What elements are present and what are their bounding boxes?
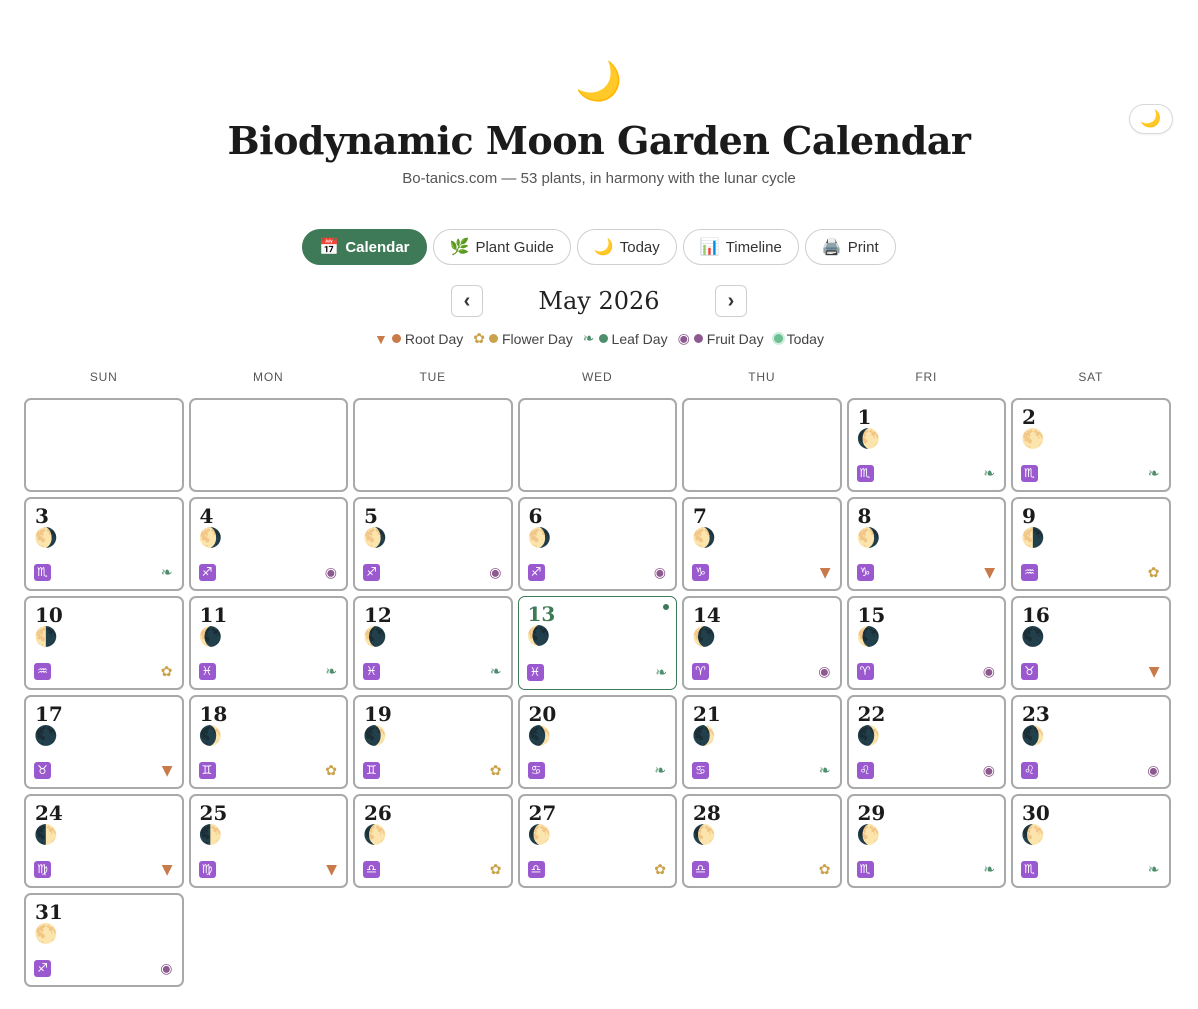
moon-phase-icon: 🌖 bbox=[363, 528, 387, 549]
nav-label: Calendar bbox=[345, 238, 410, 256]
day-cell[interactable] bbox=[353, 497, 513, 591]
leaf-day-icon: ❧ bbox=[325, 664, 337, 680]
legend-label: Fruit Day bbox=[706, 330, 764, 347]
day-number: 28 bbox=[693, 801, 721, 825]
moon-phase-icon: 🌖 bbox=[527, 528, 552, 549]
zodiac-sign-icon: ♓ bbox=[363, 663, 380, 680]
zodiac-sign-icon: ♏ bbox=[1021, 465, 1038, 482]
moon-phase-icon: 🌖 bbox=[692, 528, 716, 549]
fruit-day-icon: ◉ bbox=[653, 565, 666, 581]
weekday-label: WED bbox=[582, 370, 613, 384]
day-number: 7 bbox=[693, 504, 707, 528]
moon-phase-icon: 🌘 bbox=[856, 627, 881, 648]
day-number: 12 bbox=[364, 603, 392, 627]
moon-phase-icon: 🌔 bbox=[363, 825, 387, 846]
leaf-day-icon: ❧ bbox=[818, 763, 831, 779]
day-cell[interactable] bbox=[24, 596, 184, 690]
day-cell[interactable] bbox=[682, 794, 842, 888]
moon-phase-icon: 🌖 bbox=[198, 528, 223, 549]
moon-phase-icon: 🌓 bbox=[34, 825, 58, 846]
moon-phase-icon: 🌑 bbox=[1021, 627, 1045, 648]
day-number: 21 bbox=[693, 702, 721, 726]
zodiac-sign-icon: ♐ bbox=[34, 960, 51, 977]
flower-dot bbox=[489, 334, 498, 343]
calendar-grid bbox=[24, 398, 1174, 987]
moon-phase-icon: 🌗 bbox=[1021, 528, 1045, 549]
today-dot bbox=[774, 334, 783, 343]
weekday-header bbox=[24, 370, 1174, 388]
fruit-day-icon: ◉ bbox=[324, 565, 337, 581]
zodiac-sign-icon: ♊ bbox=[199, 762, 216, 779]
zodiac-sign-icon: ♓ bbox=[527, 664, 544, 681]
legend-flower bbox=[473, 330, 573, 347]
zodiac-sign-icon: ♈ bbox=[692, 663, 709, 680]
month-title: May 2026 bbox=[538, 287, 660, 315]
day-cell[interactable] bbox=[24, 893, 184, 987]
day-cell[interactable] bbox=[189, 497, 349, 591]
day-cell[interactable] bbox=[847, 596, 1007, 690]
day-number: 6 bbox=[528, 504, 543, 528]
zodiac-sign-icon: ♌ bbox=[857, 762, 874, 779]
moon-phase-icon: 🌒 bbox=[1021, 726, 1045, 747]
moon-phase-icon: 🌘 bbox=[692, 627, 716, 648]
printer-icon: 🖨️ bbox=[821, 239, 842, 256]
zodiac-sign-icon: ♏ bbox=[857, 465, 874, 482]
moon-phase-icon: 🌖 bbox=[856, 528, 881, 549]
empty-day-cell bbox=[682, 398, 842, 492]
empty-day-cell bbox=[24, 398, 184, 492]
fruit-day-icon: ◉ bbox=[489, 565, 502, 581]
empty-day-cell bbox=[518, 398, 678, 492]
leaf-day-icon: ❧ bbox=[654, 763, 666, 779]
prev-month-button[interactable] bbox=[451, 285, 483, 317]
moon-phase-icon: 🌒 bbox=[198, 726, 223, 747]
zodiac-sign-icon: ♓ bbox=[199, 663, 216, 680]
moon-phase-icon: 🌓 bbox=[198, 825, 223, 846]
day-number: 19 bbox=[364, 702, 392, 726]
empty-day-cell bbox=[189, 398, 349, 492]
day-number: 3 bbox=[35, 504, 49, 528]
day-number: 1 bbox=[857, 405, 872, 429]
flower-icon: ✿ bbox=[473, 330, 485, 346]
flower-day-icon: ✿ bbox=[489, 862, 502, 878]
moon-icon: 🌙 bbox=[1140, 109, 1162, 128]
legend-label: Leaf Day bbox=[611, 330, 668, 347]
day-cell[interactable] bbox=[682, 497, 842, 591]
flower-day-icon: ✿ bbox=[818, 862, 831, 878]
day-cell[interactable] bbox=[1011, 398, 1171, 492]
day-cell[interactable] bbox=[682, 596, 842, 690]
page-title: Biodynamic Moon Garden Calendar bbox=[227, 118, 971, 163]
zodiac-sign-icon: ♉ bbox=[34, 762, 51, 779]
empty-day-cell bbox=[353, 398, 513, 492]
day-number: 24 bbox=[35, 801, 63, 825]
nav-label: Timeline bbox=[725, 238, 782, 256]
flower-day-icon: ✿ bbox=[489, 763, 502, 779]
weekday-label: MON bbox=[253, 370, 284, 384]
zodiac-sign-icon: ♏ bbox=[1021, 861, 1038, 878]
zodiac-sign-icon: ♐ bbox=[199, 564, 216, 581]
root-icon: ▼ bbox=[374, 330, 388, 347]
day-number: 16 bbox=[1022, 603, 1050, 627]
root-day-icon: ▼ bbox=[161, 862, 173, 878]
moon-phase-icon: 🌕 bbox=[34, 924, 58, 945]
leaf-day-icon: ❧ bbox=[983, 466, 995, 482]
day-cell[interactable] bbox=[1011, 497, 1171, 591]
moon-phase-icon: 🌘 bbox=[363, 627, 387, 648]
chevron-left-icon: ‹ bbox=[463, 289, 471, 312]
herb-icon: 🌿 bbox=[449, 239, 470, 256]
root-dot bbox=[392, 334, 401, 343]
zodiac-sign-icon: ♏ bbox=[34, 564, 51, 581]
zodiac-sign-icon: ♎ bbox=[528, 861, 545, 878]
root-day-icon: ▼ bbox=[1148, 664, 1160, 680]
fruit-dot bbox=[694, 334, 703, 343]
weekday-label: TUE bbox=[419, 370, 446, 384]
moon-phase-icon: 🌒 bbox=[856, 726, 881, 747]
main-nav bbox=[0, 229, 1198, 265]
day-number: 23 bbox=[1022, 702, 1050, 726]
root-day-icon: ▼ bbox=[819, 565, 831, 581]
zodiac-sign-icon: ♍ bbox=[199, 861, 216, 878]
zodiac-sign-icon: ♍ bbox=[34, 861, 51, 878]
calendar-icon: 📅 bbox=[319, 239, 340, 256]
zodiac-sign-icon: ♒ bbox=[1021, 564, 1038, 581]
day-cell[interactable] bbox=[1011, 695, 1171, 789]
moon-phase-icon: 🌔 bbox=[856, 825, 881, 846]
zodiac-sign-icon: ♑ bbox=[692, 564, 709, 581]
page-header bbox=[0, 60, 1198, 187]
nav-today-button[interactable] bbox=[577, 229, 677, 265]
fruit-day-icon: ◉ bbox=[160, 961, 173, 977]
moon-phase-icon: 🌖 bbox=[34, 528, 58, 549]
day-number: 30 bbox=[1022, 801, 1050, 825]
nav-label: Today bbox=[619, 238, 660, 256]
legend-fruit bbox=[678, 330, 764, 347]
day-number: 15 bbox=[857, 603, 886, 627]
nav-timeline-button[interactable] bbox=[683, 229, 799, 265]
moon-phase-icon: 🌘 bbox=[526, 626, 551, 647]
zodiac-sign-icon: ♋ bbox=[528, 762, 545, 779]
root-day-icon: ▼ bbox=[326, 862, 337, 878]
day-number: 5 bbox=[364, 504, 378, 528]
day-number: 20 bbox=[528, 702, 557, 726]
day-cell[interactable] bbox=[189, 794, 349, 888]
day-number: 2 bbox=[1022, 405, 1036, 429]
day-number: 22 bbox=[857, 702, 886, 726]
zodiac-sign-icon: ♈ bbox=[857, 663, 874, 680]
bar-chart-icon: 📊 bbox=[699, 239, 720, 256]
flower-day-icon: ✿ bbox=[160, 664, 173, 680]
day-cell[interactable] bbox=[682, 695, 842, 789]
fruit-day-icon: ◉ bbox=[982, 664, 995, 680]
day-number: 18 bbox=[199, 702, 228, 726]
day-number: 26 bbox=[364, 801, 392, 825]
day-cell[interactable] bbox=[518, 497, 678, 591]
day-number: 10 bbox=[35, 603, 63, 627]
leaf-dot bbox=[599, 334, 608, 343]
legend bbox=[0, 330, 1198, 347]
day-cell[interactable] bbox=[24, 794, 184, 888]
flower-day-icon: ✿ bbox=[325, 763, 337, 779]
chevron-right-icon: › bbox=[727, 289, 735, 312]
zodiac-sign-icon: ♊ bbox=[363, 762, 380, 779]
zodiac-sign-icon: ♐ bbox=[363, 564, 380, 581]
moon-phase-icon: 🌑 bbox=[34, 726, 58, 747]
day-cell-today[interactable] bbox=[518, 596, 678, 690]
legend-root bbox=[374, 330, 463, 347]
leaf-day-icon: ❧ bbox=[160, 565, 173, 581]
next-month-button[interactable] bbox=[715, 285, 747, 317]
zodiac-sign-icon: ♐ bbox=[528, 564, 545, 581]
day-number: 11 bbox=[199, 603, 228, 627]
zodiac-sign-icon: ♋ bbox=[692, 762, 709, 779]
fruit-day-icon: ◉ bbox=[982, 763, 995, 779]
day-number: 29 bbox=[857, 801, 886, 825]
moon-phase-icon: 🌗 bbox=[34, 627, 58, 648]
moon-phase-icon: 🌒 bbox=[692, 726, 716, 747]
moon-phase-icon: 🌒 bbox=[527, 726, 552, 747]
moon-phase-icon: 🌔 bbox=[692, 825, 716, 846]
page-subtitle: Bo-tanics.com — 53 plants, in harmony with the lunar cycle bbox=[402, 170, 796, 187]
weekday-label: FRI bbox=[915, 370, 938, 384]
fruit-day-icon: ◉ bbox=[1147, 763, 1160, 779]
day-cell[interactable] bbox=[24, 695, 184, 789]
zodiac-sign-icon: ♎ bbox=[363, 861, 380, 878]
fruit-day-icon: ◉ bbox=[818, 664, 831, 680]
flower-day-icon: ✿ bbox=[1147, 565, 1160, 581]
leaf-day-icon: ❧ bbox=[655, 665, 667, 681]
day-cell[interactable] bbox=[518, 695, 678, 789]
root-day-icon: ▼ bbox=[161, 763, 173, 779]
day-cell[interactable] bbox=[847, 695, 1007, 789]
day-cell[interactable] bbox=[189, 596, 349, 690]
zodiac-sign-icon: ♏ bbox=[857, 861, 874, 878]
zodiac-sign-icon: ♌ bbox=[1021, 762, 1038, 779]
moon-phase-icon: 🌔 bbox=[856, 429, 881, 450]
weekday-label: SAT bbox=[1078, 370, 1104, 384]
month-navigation bbox=[0, 285, 1198, 317]
legend-label: Today bbox=[786, 330, 824, 347]
legend-leaf bbox=[583, 330, 668, 347]
day-cell[interactable] bbox=[847, 398, 1007, 492]
leaf-icon: ❧ bbox=[582, 330, 595, 346]
nav-calendar-button[interactable] bbox=[302, 229, 426, 265]
nav-print-button[interactable] bbox=[805, 229, 896, 265]
day-number: 31 bbox=[35, 900, 63, 924]
legend-today bbox=[774, 330, 824, 347]
weekday-label: THU bbox=[748, 370, 776, 384]
day-number: 13 bbox=[527, 602, 556, 626]
day-cell[interactable] bbox=[353, 794, 513, 888]
day-cell[interactable] bbox=[1011, 596, 1171, 690]
calendar bbox=[24, 370, 1174, 987]
day-cell[interactable] bbox=[24, 497, 184, 591]
day-number: 8 bbox=[857, 504, 872, 528]
day-cell[interactable] bbox=[1011, 794, 1171, 888]
day-cell[interactable] bbox=[847, 794, 1007, 888]
day-cell[interactable] bbox=[189, 695, 349, 789]
moon-logo-icon: 🌙 bbox=[575, 61, 623, 103]
weekday-label: SUN bbox=[89, 370, 118, 384]
leaf-day-icon: ❧ bbox=[489, 664, 502, 680]
day-number: 14 bbox=[693, 603, 721, 627]
leaf-day-icon: ❧ bbox=[983, 862, 995, 878]
nav-plant-guide-button[interactable] bbox=[433, 229, 571, 265]
moon-phase-icon: 🌔 bbox=[1021, 825, 1045, 846]
legend-label: Root Day bbox=[404, 330, 464, 347]
nav-label: Plant Guide bbox=[475, 238, 554, 256]
day-number: 4 bbox=[199, 504, 214, 528]
fruit-icon: ◉ bbox=[677, 330, 690, 346]
leaf-day-icon: ❧ bbox=[1147, 466, 1160, 482]
moon-phase-icon: 🌔 bbox=[527, 825, 552, 846]
day-number: 25 bbox=[199, 801, 228, 825]
day-cell[interactable] bbox=[847, 497, 1007, 591]
zodiac-sign-icon: ♎ bbox=[692, 861, 709, 878]
moon-phase-icon: 🌒 bbox=[363, 726, 387, 747]
day-cell[interactable] bbox=[518, 794, 678, 888]
legend-label: Flower Day bbox=[502, 330, 573, 347]
moon-icon: 🌙 bbox=[593, 239, 614, 256]
zodiac-sign-icon: ♉ bbox=[1021, 663, 1038, 680]
zodiac-sign-icon: ♑ bbox=[857, 564, 874, 581]
root-day-icon: ▼ bbox=[984, 565, 995, 581]
day-cell[interactable] bbox=[353, 596, 513, 690]
day-cell[interactable] bbox=[353, 695, 513, 789]
zodiac-sign-icon: ♒ bbox=[34, 663, 51, 680]
day-number: 27 bbox=[528, 801, 557, 825]
moon-phase-icon: 🌘 bbox=[198, 627, 223, 648]
moon-phase-icon: 🌕 bbox=[1021, 429, 1045, 450]
today-indicator-icon bbox=[663, 604, 669, 610]
day-number: 17 bbox=[35, 702, 63, 726]
nav-label: Print bbox=[847, 238, 879, 256]
day-number: 9 bbox=[1022, 504, 1036, 528]
flower-day-icon: ✿ bbox=[654, 862, 666, 878]
leaf-day-icon: ❧ bbox=[1147, 862, 1160, 878]
